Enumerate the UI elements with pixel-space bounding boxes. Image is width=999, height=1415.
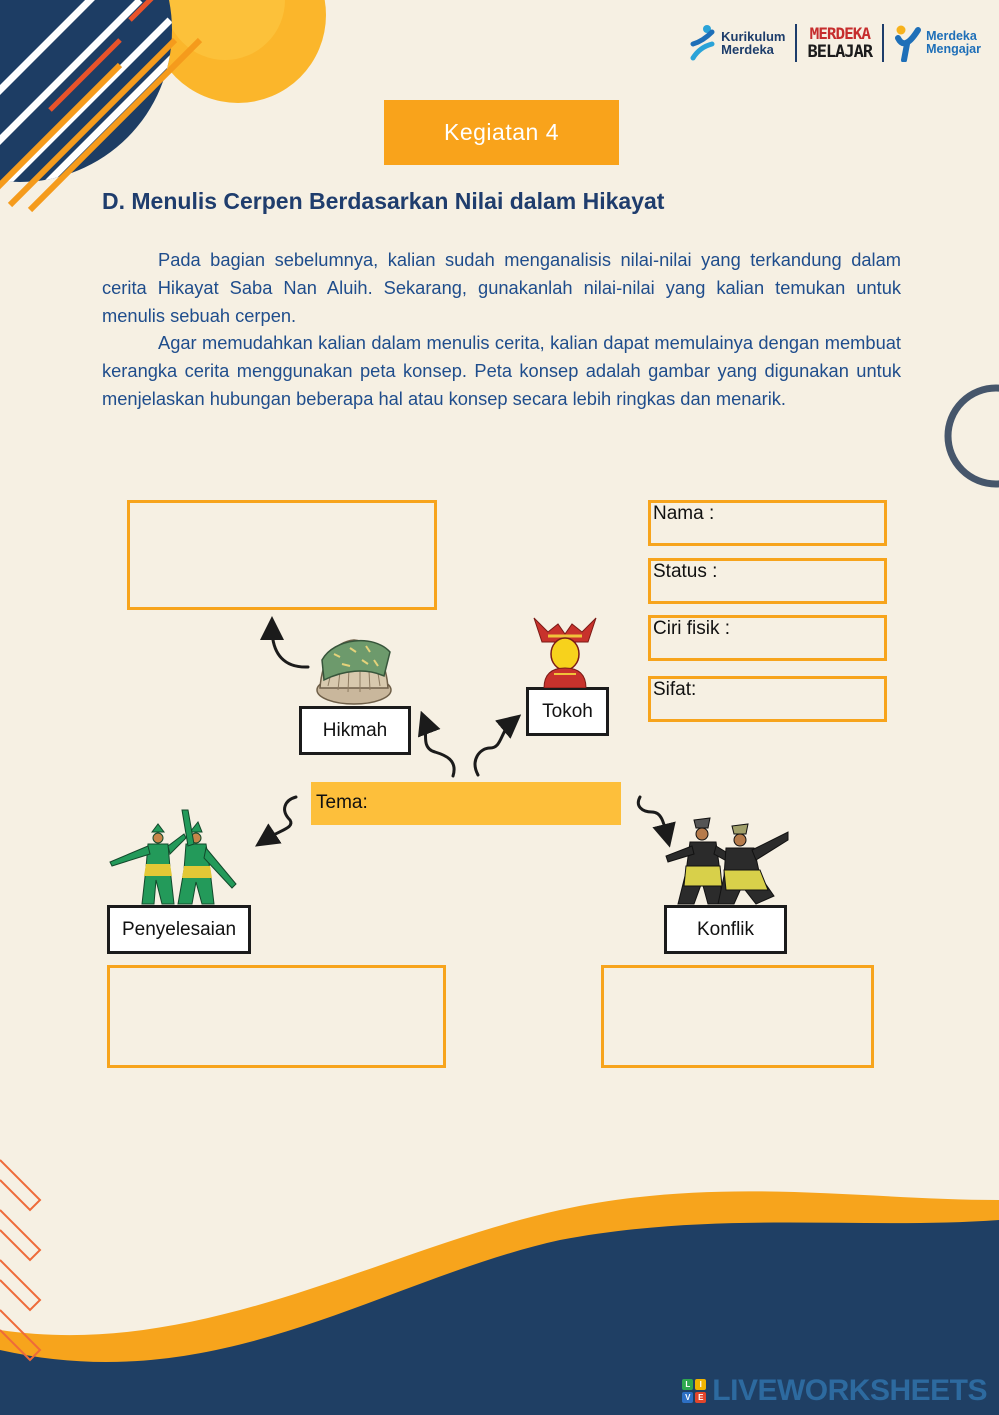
merdeka-belajar-logo <box>807 24 872 62</box>
merdeka-mengajar-mark-icon <box>894 24 922 62</box>
hikmah-answer-box[interactable] <box>127 500 437 610</box>
paragraph: Pada bagian sebelumnya, kalian sudah menganalisis nilai-nilai yang terkandung dalam cerita Hikayat Saba Nan Aluih. Sekarang, gunakanlah nilai-nilai yang kalian temukan untuk menulis sebuah cerpen. <box>102 249 901 326</box>
instruction-text <box>102 246 901 413</box>
kurikulum-mark-icon <box>690 24 716 62</box>
tudung-saji-icon <box>314 630 394 708</box>
belajar-word: BELAJAR <box>807 42 873 62</box>
paragraph: Agar memudahkan kalian dalam menulis cerita, kalian dapat memulainya dengan membuat kerangka cerita menggunakan peta konsep. Peta konsep adalah gambar yang digunakan untuk menjelaskan hubungan beberapa hal atau konsep secara lebih ringkas dan menarik. <box>102 332 901 409</box>
liveworksheets-brand <box>682 1374 987 1408</box>
activity-label: Kegiatan 4 <box>444 119 559 145</box>
minang-figure-icon <box>530 614 600 688</box>
liveworksheets-text: LIVEWORKSHEETS <box>712 1374 987 1407</box>
fighters-icon <box>664 814 790 906</box>
nama-field[interactable] <box>648 500 887 546</box>
activity-banner <box>384 100 619 165</box>
sifat-label: Sifat: <box>653 679 697 700</box>
logo-divider <box>795 24 797 62</box>
merdeka-text: Merdeka <box>926 29 977 43</box>
section-title: D. Menulis Cerpen Berdasarkan Nilai dalam Hikayat <box>102 188 665 214</box>
mengajar-text: Mengajar <box>926 42 981 56</box>
arrow-to-hikmah-label <box>425 722 454 776</box>
status-field[interactable] <box>648 558 887 604</box>
arrow-to-konflik <box>638 797 667 836</box>
arrow-to-hikmah-box <box>272 628 308 667</box>
dancers-icon <box>106 806 240 906</box>
tokoh-label: Tokoh <box>542 700 593 722</box>
ciri-fisik-label: Ciri fisik : <box>653 618 731 639</box>
kurikulum-text: Kurikulum <box>721 29 786 44</box>
arrow-to-tokoh <box>475 722 512 775</box>
konflik-label-box <box>664 905 787 954</box>
logo-divider <box>882 24 884 62</box>
hikmah-label: Hikmah <box>322 719 388 741</box>
decorative-ring <box>940 380 999 492</box>
penyelesaian-label-box <box>107 905 251 954</box>
penyelesaian-answer-box[interactable] <box>107 965 446 1068</box>
tema-label: Tema: <box>316 792 368 813</box>
arrow-to-penyelesaian <box>265 797 296 840</box>
status-label: Status : <box>653 561 718 582</box>
konflik-answer-box[interactable] <box>601 965 874 1068</box>
liveworksheets-logo-icon: L I V E <box>682 1379 706 1403</box>
konflik-label: Konflik <box>696 918 755 940</box>
merdeka-mengajar-logo <box>894 24 981 62</box>
nama-label: Nama : <box>653 503 715 524</box>
merdeka-text: Merdeka <box>721 42 774 57</box>
decorative-top-corner <box>0 0 340 215</box>
header-logos <box>690 24 981 62</box>
kurikulum-merdeka-logo <box>690 24 785 62</box>
merdeka-word: MERDEKA <box>809 24 870 43</box>
penyelesaian-label: Penyelesaian <box>121 918 237 940</box>
